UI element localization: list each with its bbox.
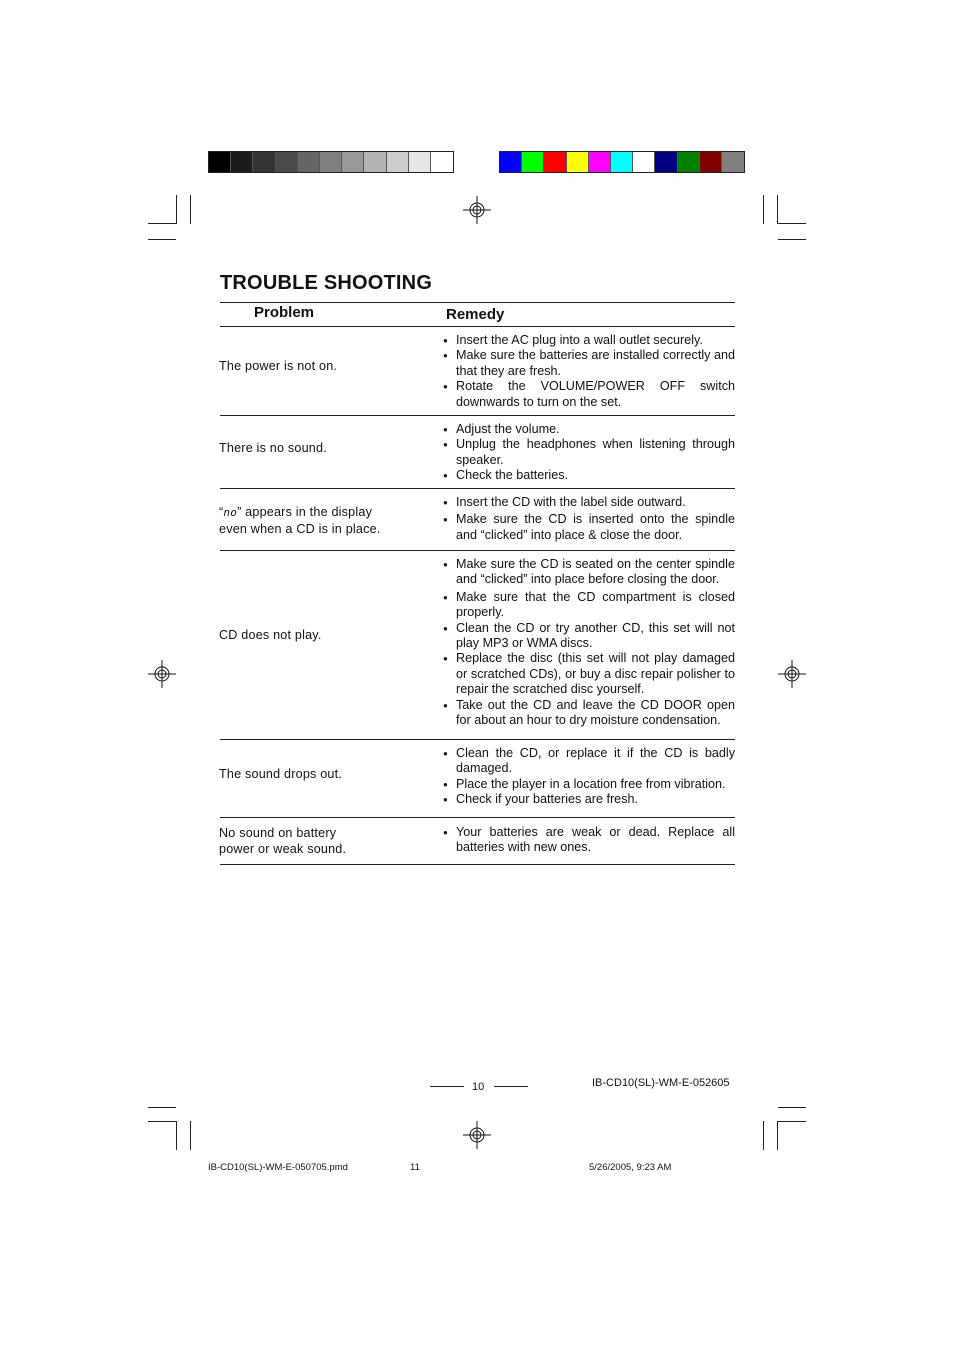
row-divider (220, 817, 735, 818)
crop-mark (778, 1121, 806, 1122)
crop-mark (176, 195, 177, 224)
document-code: IB-CD10(SL)-WM-E-052605 (592, 1077, 730, 1089)
file-name: IB-CD10(SL)-WM-E-050705.pmd (208, 1162, 348, 1173)
row-divider (220, 415, 735, 416)
open-quote: “ (219, 505, 224, 519)
remedy-item: ● Unplug the headphones when listening through speaker. (443, 437, 735, 468)
remedy-cell (443, 495, 735, 543)
color-swatch (500, 152, 522, 172)
grayscale-bar (208, 151, 454, 173)
problem-cell (219, 825, 346, 857)
crop-mark (190, 1121, 191, 1150)
problem-cell (219, 766, 342, 782)
remedy-item: ● Make sure the batteries are installed correctly and that they are fresh. (443, 348, 735, 379)
problem-text: The sound drops out. (219, 767, 343, 781)
color-swatch (298, 152, 320, 172)
remedy-item: ● Check if your batteries are fresh. (443, 792, 735, 807)
color-swatch (633, 152, 655, 172)
crop-mark (763, 195, 764, 224)
remedy-cell (443, 825, 735, 856)
crop-mark (778, 1107, 806, 1108)
color-swatch (209, 152, 231, 172)
problem-text: CD does not play. (219, 628, 322, 642)
table-bottom-rule (220, 864, 735, 865)
color-swatch (364, 152, 386, 172)
timestamp: 5/26/2005, 9:23 AM (589, 1162, 672, 1173)
color-swatch (722, 152, 744, 172)
remedy-item: ● Clean the CD, or replace it if the CD is badly damaged. (443, 746, 735, 777)
page-title: TROUBLE SHOOTING (220, 272, 433, 294)
display-glyph: no (223, 506, 238, 519)
problem-text: even when a CD is in place. (219, 522, 381, 536)
problem-cell (219, 440, 327, 456)
remedy-column-header: Remedy (446, 306, 505, 323)
page-number: 10 (472, 1081, 485, 1093)
remedy-item: ● Make sure the CD is inserted onto the spindle and “clicked” into place & close the door. (443, 512, 735, 543)
remedy-item: ● Adjust the volume. (443, 422, 735, 437)
color-swatch (678, 152, 700, 172)
crop-mark (778, 223, 806, 224)
page-number-rule (430, 1086, 464, 1087)
problem-text: power or weak sound. (219, 842, 347, 856)
problem-text: The power is not on. (219, 359, 338, 373)
crop-mark (777, 1121, 778, 1150)
color-swatch (253, 152, 275, 172)
row-divider (220, 550, 735, 551)
problem-column-header: Problem (254, 304, 315, 321)
problem-cell (219, 358, 337, 374)
crop-mark (148, 1121, 176, 1122)
crop-mark (777, 195, 778, 224)
remedy-item: ● Rotate the VOLUME/POWER OFF switch downwards to turn on the set. (443, 379, 735, 410)
color-swatch (342, 152, 364, 172)
problem-cell (219, 627, 322, 643)
remedy-cell (443, 746, 735, 808)
color-swatch (231, 152, 253, 172)
color-swatch (567, 152, 589, 172)
crop-mark (763, 1121, 764, 1150)
registration-mark-icon (463, 196, 491, 224)
color-swatch (387, 152, 409, 172)
crop-mark (190, 195, 191, 224)
problem-text: ” appears in the display (237, 505, 373, 519)
color-swatch (320, 152, 342, 172)
color-swatch (522, 152, 544, 172)
color-bar (499, 151, 745, 173)
page-number-rule (494, 1086, 528, 1087)
remedy-item: ● Make sure that the CD compartment is closed properly. (443, 590, 735, 621)
problem-cell (219, 504, 381, 537)
remedy-item: ● Place the player in a location free from vibration. (443, 777, 735, 792)
remedy-cell (443, 557, 735, 728)
remedy-item: ● Insert the AC plug into a wall outlet securely. (443, 333, 735, 348)
remedy-item: ● Your batteries are weak or dead. Replace all batteries with new ones. (443, 825, 735, 856)
remedy-item: ● Make sure the CD is seated on the center spindle and “clicked” into place before closing the door. (443, 557, 735, 588)
remedy-item: ● Insert the CD with the label side outward. (443, 495, 735, 510)
problem-text: There is no sound. (219, 441, 327, 455)
color-swatch (431, 152, 453, 172)
table-top-rule (220, 302, 735, 303)
remedy-item: ● Replace the disc (this set will not play damaged or scratched CDs), or buy a disc repair polisher to repair the scratched disc yourself. (443, 651, 735, 697)
color-swatch (655, 152, 677, 172)
crop-mark (778, 239, 806, 240)
color-swatch (589, 152, 611, 172)
table-header-rule (220, 326, 735, 327)
row-divider (220, 739, 735, 740)
registration-mark-icon (148, 660, 176, 688)
row-divider (220, 488, 735, 489)
problem-text: No sound on battery (219, 826, 337, 840)
registration-mark-icon (778, 660, 806, 688)
color-swatch (611, 152, 633, 172)
color-swatch (700, 152, 722, 172)
remedy-cell (443, 422, 735, 484)
registration-mark-icon (463, 1121, 491, 1149)
crop-mark (176, 1121, 177, 1150)
remedy-item: ● Check the batteries. (443, 468, 735, 483)
color-swatch (276, 152, 298, 172)
remedy-cell (443, 333, 735, 410)
color-swatch (544, 152, 566, 172)
crop-mark (148, 223, 176, 224)
sheet-number: 11 (410, 1162, 420, 1173)
remedy-item: ● Clean the CD or try another CD, this set will not play MP3 or WMA discs. (443, 621, 735, 652)
remedy-item: ● Take out the CD and leave the CD DOOR open for about an hour to dry moisture condensation. (443, 698, 735, 729)
crop-mark (148, 1107, 176, 1108)
color-swatch (409, 152, 431, 172)
crop-mark (148, 239, 176, 240)
